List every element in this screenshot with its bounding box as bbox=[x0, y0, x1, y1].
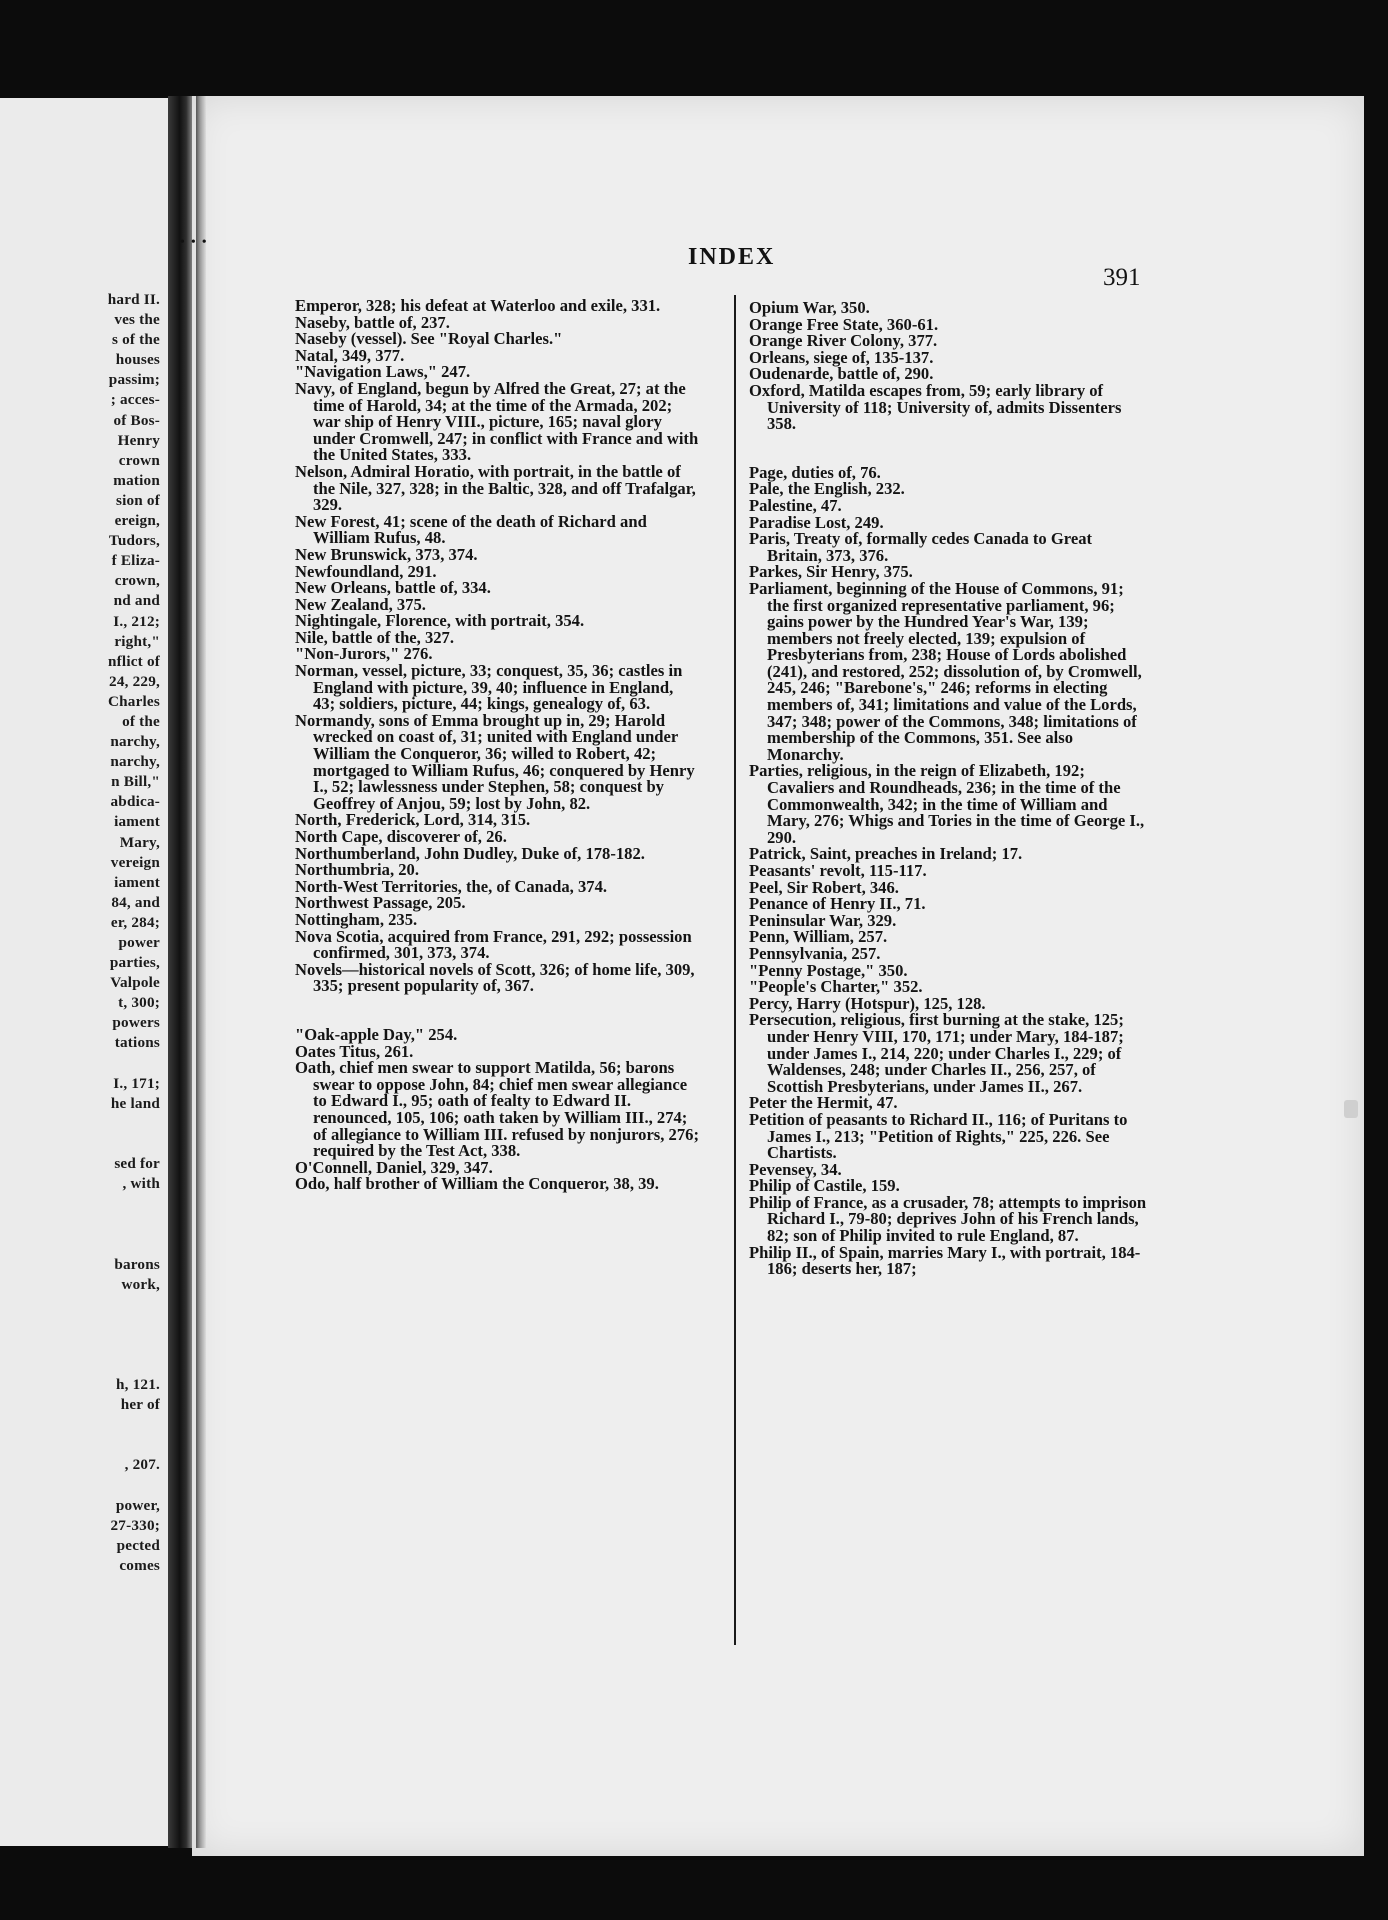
index-entry: Pennsylvania, 257. bbox=[749, 943, 881, 963]
binding-dots: ••• bbox=[180, 235, 213, 250]
index-entry: Penance of Henry II., 71. bbox=[749, 894, 926, 914]
index-entry: Normandy, sons of Emma brought up in, 29; Harold wrecked on coast of, 31; united with England under William the Conqueror, 36; willed to Robert, 42; mortgaged to William Rufus, 46; conquered by Henry I., 52; lawlessness under Stephen, 58; conquest by Geoffrey of Anjou, 59; lost by John, 82. bbox=[295, 710, 695, 813]
previous-page-line bbox=[0, 1114, 160, 1134]
index-entry: North-West Territories, the, of Canada, 374. bbox=[295, 876, 608, 896]
previous-page-line: crown bbox=[118, 451, 160, 469]
index-entry: Parties, religious, in the reign of Elizabeth, 192; Cavaliers and Roundheads, 236; in the time of the Commonwealth, 342; in the time of William and Mary, 276; Whigs and Tories in the time of George I., 290. bbox=[749, 761, 1145, 847]
previous-page-line: Henry bbox=[117, 431, 160, 449]
index-entry: Emperor, 328; his defeat at Waterloo and exile, 331. bbox=[295, 296, 661, 315]
index-entry: O'Connell, Daniel, 329, 347. bbox=[295, 1157, 493, 1177]
previous-page-line: parties, bbox=[109, 954, 160, 972]
index-entry: "Penny Postage," 350. bbox=[749, 960, 908, 980]
index-entry: Penn, William, 257. bbox=[749, 927, 888, 947]
previous-page-line: right," bbox=[114, 632, 160, 650]
previous-page-line: tations bbox=[114, 1034, 160, 1052]
previous-page-line: s of the bbox=[111, 331, 160, 349]
index-entry: "Non-Jurors," 276. bbox=[295, 644, 433, 664]
index-entry: Northumberland, John Dudley, Duke of, 178-182. bbox=[295, 843, 645, 863]
index-entry: New Orleans, battle of, 334. bbox=[295, 578, 491, 598]
previous-page-line: narchy, bbox=[110, 753, 160, 771]
previous-page-line: er, 284; bbox=[110, 913, 160, 931]
previous-page-line: her of bbox=[120, 1396, 160, 1414]
index-entry: Petition of peasants to Richard II., 116; of Puritans to James I., 213; "Petition of Rights," 225, 226. See Chartists. bbox=[749, 1109, 1128, 1163]
index-entry: Peel, Sir Robert, 346. bbox=[749, 877, 899, 897]
letter-section-gap bbox=[749, 433, 1147, 465]
index-entry: Parkes, Sir Henry, 375. bbox=[749, 562, 913, 582]
previous-page-line: t, 300; bbox=[118, 994, 160, 1012]
previous-page-line: I., 171; bbox=[113, 1074, 160, 1092]
previous-page-line: houses bbox=[115, 351, 160, 369]
previous-page-line: ; acces- bbox=[110, 391, 160, 409]
previous-page-line: n Bill," bbox=[111, 773, 160, 791]
index-entry: Paris, Treaty of, formally cedes Canada to Great Britain, 373, 376. bbox=[749, 529, 1093, 565]
previous-page-line: powers bbox=[112, 1014, 160, 1032]
index-entry: Parliament, beginning of the House of Commons, 91; the first organized representative parliament, 96; gains power by the Hundred Year's War, 139; members not freely elected, 139; expulsion of Presbyterians from, 238; House of Lords abolished (241), and restored, 252; dissolution of, by Cromwell, 245, 246; "Barebone's," 246; reforms in electing members of, 341; limitations and value of the Lords, 347; 348; power of the Commons, 348; limitations of membership of the Commons, 351. See also Monarchy. bbox=[749, 578, 1142, 764]
previous-page-line bbox=[0, 1234, 160, 1254]
previous-page-line: passim; bbox=[108, 371, 160, 389]
index-entry: Orleans, siege of, 135-137. bbox=[749, 347, 934, 367]
previous-page-line: Charles bbox=[107, 692, 160, 710]
index-entry: Opium War, 350. bbox=[749, 298, 870, 317]
previous-page-line: of Bos- bbox=[113, 411, 160, 429]
column-divider bbox=[734, 295, 736, 1645]
previous-page-line: power, bbox=[115, 1496, 160, 1514]
previous-page-line: ereign, bbox=[114, 512, 160, 530]
previous-page-line: sion of bbox=[115, 491, 160, 509]
previous-page-line: , with bbox=[122, 1175, 160, 1193]
index-entry: Pevensey, 34. bbox=[749, 1159, 842, 1179]
index-entry: Nova Scotia, acquired from France, 291, 292; possession confirmed, 301, 373, 374. bbox=[295, 926, 692, 963]
index-entry: Peninsular War, 329. bbox=[749, 910, 897, 930]
index-column-right bbox=[749, 300, 1147, 1278]
previous-page-line: barons bbox=[114, 1255, 160, 1273]
previous-page-line: 27-330; bbox=[110, 1516, 160, 1534]
index-entry: Peter the Hermit, 47. bbox=[749, 1093, 898, 1113]
previous-page-line: power bbox=[118, 934, 160, 951]
previous-page-line bbox=[0, 1315, 160, 1335]
previous-page-line: abdica- bbox=[110, 793, 160, 811]
page-binding-shadow bbox=[196, 96, 206, 1848]
index-entry: New Forest, 41; scene of the death of Richard and William Rufus, 48. bbox=[295, 511, 647, 548]
previous-page-line: Tudors, bbox=[108, 532, 160, 550]
previous-page-line: I., 212; bbox=[113, 612, 160, 630]
previous-page-line bbox=[0, 1194, 160, 1214]
index-entry: Naseby (vessel). See "Royal Charles." bbox=[295, 329, 563, 349]
index-entry: Nelson, Admiral Horatio, with portrait, in the battle of the Nile, 327, 328; in the Baltic, 328, and off Trafalgar, 329. bbox=[295, 461, 696, 515]
index-entry: Palestine, 47. bbox=[749, 495, 842, 515]
previous-page-line bbox=[0, 1134, 160, 1154]
index-entry: Navy, of England, begun by Alfred the Great, 27; at the time of Harold, 34; at the time of the Armada, 202; war ship of Henry VIII., picture, 165; naval glory under Cromwell, 247; in conflict with France and with the United States, 333. bbox=[295, 378, 699, 465]
index-entry: "Navigation Laws," 247. bbox=[295, 362, 471, 382]
previous-page-line bbox=[0, 1214, 160, 1234]
previous-page-line: iament bbox=[114, 873, 160, 891]
index-entry: Persecution, religious, first burning at the stake, 125; under Henry VIII, 170, 171; under Mary, 184-187; under James I., 214, 220; under Charles I., 229; of Waldenses, 248; under Charles II., 256, 257, of Scottish Presbyterians, under James II., 267. bbox=[749, 1010, 1124, 1096]
index-entry: Philip of France, as a crusader, 78; attempts to imprison Richard I., 79-80; deprives John of his French lands, 82; son of Philip invited to rule England, 87. bbox=[749, 1192, 1147, 1246]
index-entry: Nightingale, Florence, with portrait, 354. bbox=[295, 611, 585, 631]
previous-page-line: mation bbox=[113, 471, 160, 489]
previous-page-line: work, bbox=[121, 1275, 160, 1293]
previous-page-line: narchy, bbox=[110, 733, 160, 751]
page-number: 391 bbox=[1103, 264, 1141, 291]
previous-page-line: nflict of bbox=[108, 652, 160, 670]
previous-page-line: hard II. bbox=[107, 291, 160, 308]
index-entry: New Zealand, 375. bbox=[295, 594, 426, 614]
previous-page-line bbox=[0, 1435, 160, 1455]
index-entry: Orange Free State, 360-61. bbox=[749, 314, 939, 334]
previous-page-line bbox=[0, 1415, 160, 1435]
previous-page-line: 84, and bbox=[111, 893, 160, 911]
index-entry: Oxford, Matilda escapes from, 59; early library of University of 118; University of, admits Dissenters 358. bbox=[749, 380, 1122, 434]
index-entry: Philip of Castile, 159. bbox=[749, 1176, 900, 1196]
index-entry: Pale, the English, 232. bbox=[749, 479, 905, 499]
index-entry: Nottingham, 235. bbox=[295, 909, 418, 929]
previous-page-line: nd and bbox=[113, 592, 160, 610]
previous-page-line: sed for bbox=[114, 1155, 160, 1173]
index-entry: Oudenarde, battle of, 290. bbox=[749, 364, 934, 384]
previous-page-line: Valpole bbox=[110, 974, 160, 992]
index-entry: Natal, 349, 377. bbox=[295, 345, 405, 365]
index-entry: Paradise Lost, 249. bbox=[749, 512, 884, 532]
page-edge-mark bbox=[1344, 1100, 1358, 1118]
index-entry: Peasants' revolt, 115-117. bbox=[749, 861, 927, 880]
book-gutter bbox=[168, 96, 194, 1848]
index-entry: Oates Titus, 261. bbox=[295, 1041, 414, 1061]
index-entry: Oath, chief men swear to support Matilda, 56; barons swear to oppose John, 84; chief men swear allegiance to Edward I., 95; oath of fealty to Edward II. renounced, 105, 106; oath taken by William III., 274; of allegiance to William III. refused by nonjurors, 276; required by the Test Act, 338. bbox=[295, 1058, 699, 1161]
index-entry: Northwest Passage, 205. bbox=[295, 893, 466, 913]
previous-page bbox=[0, 98, 168, 1846]
index-entry: Naseby, battle of, 237. bbox=[295, 312, 450, 332]
previous-page-line bbox=[0, 1335, 160, 1355]
index-entry: Odo, half brother of William the Conqueror, 38, 39. bbox=[295, 1174, 659, 1194]
previous-page-line: vereign bbox=[110, 853, 160, 871]
previous-page-line: crown, bbox=[114, 572, 160, 590]
previous-page-line: iament bbox=[114, 813, 160, 831]
previous-page-line bbox=[0, 1054, 160, 1074]
index-entry: Newfoundland, 291. bbox=[295, 561, 437, 581]
index-entry: Philip II., of Spain, marries Mary I., with portrait, 184-186; deserts her, 187; bbox=[749, 1242, 1141, 1279]
previous-page-line: h, 121. bbox=[115, 1376, 160, 1394]
previous-page-line bbox=[0, 1355, 160, 1375]
previous-page-line: Mary, bbox=[119, 833, 160, 851]
index-entry: "Oak-apple Day," 254. bbox=[295, 1024, 458, 1044]
previous-page-line: ves the bbox=[114, 311, 160, 329]
index-entry: New Brunswick, 373, 374. bbox=[295, 544, 478, 564]
index-entry: North, Frederick, Lord, 314, 315. bbox=[295, 810, 531, 830]
previous-page-line: pected bbox=[116, 1536, 160, 1554]
index-entry: Nile, battle of the, 327. bbox=[295, 627, 454, 647]
previous-page-line: 24, 229, bbox=[109, 672, 160, 690]
previous-page-line bbox=[0, 1476, 160, 1496]
index-entry: Percy, Harry (Hotspur), 125, 128. bbox=[749, 993, 986, 1013]
index-entry: Orange River Colony, 377. bbox=[749, 331, 938, 351]
index-entry: "People's Charter," 352. bbox=[749, 977, 923, 997]
previous-page-line: comes bbox=[119, 1556, 160, 1574]
previous-page-line: , 207. bbox=[124, 1456, 160, 1474]
previous-page-line: f Eliza- bbox=[111, 552, 160, 570]
index-column-left bbox=[295, 298, 699, 1193]
index-entry: Page, duties of, 76. bbox=[749, 462, 881, 482]
previous-page-text bbox=[0, 290, 160, 1576]
previous-page-line bbox=[0, 1295, 160, 1315]
page-title: INDEX bbox=[688, 244, 776, 270]
previous-page-line: of the bbox=[122, 712, 160, 730]
letter-section-gap bbox=[295, 995, 699, 1027]
index-entry: Patrick, Saint, preaches in Ireland; 17. bbox=[749, 844, 1023, 864]
previous-page-line: he land bbox=[110, 1094, 160, 1112]
index-entry: Northumbria, 20. bbox=[295, 860, 419, 880]
index-entry: Novels—historical novels of Scott, 326; of home life, 309, 335; present popularity of, 367. bbox=[295, 959, 695, 996]
index-entry: Norman, vessel, picture, 33; conquest, 35, 36; castles in England with picture, 39, 40; influence in England, 43; soldiers, picture, 44; kings, genealogy of, 63. bbox=[295, 661, 683, 714]
index-entry: North Cape, discoverer of, 26. bbox=[295, 827, 507, 846]
